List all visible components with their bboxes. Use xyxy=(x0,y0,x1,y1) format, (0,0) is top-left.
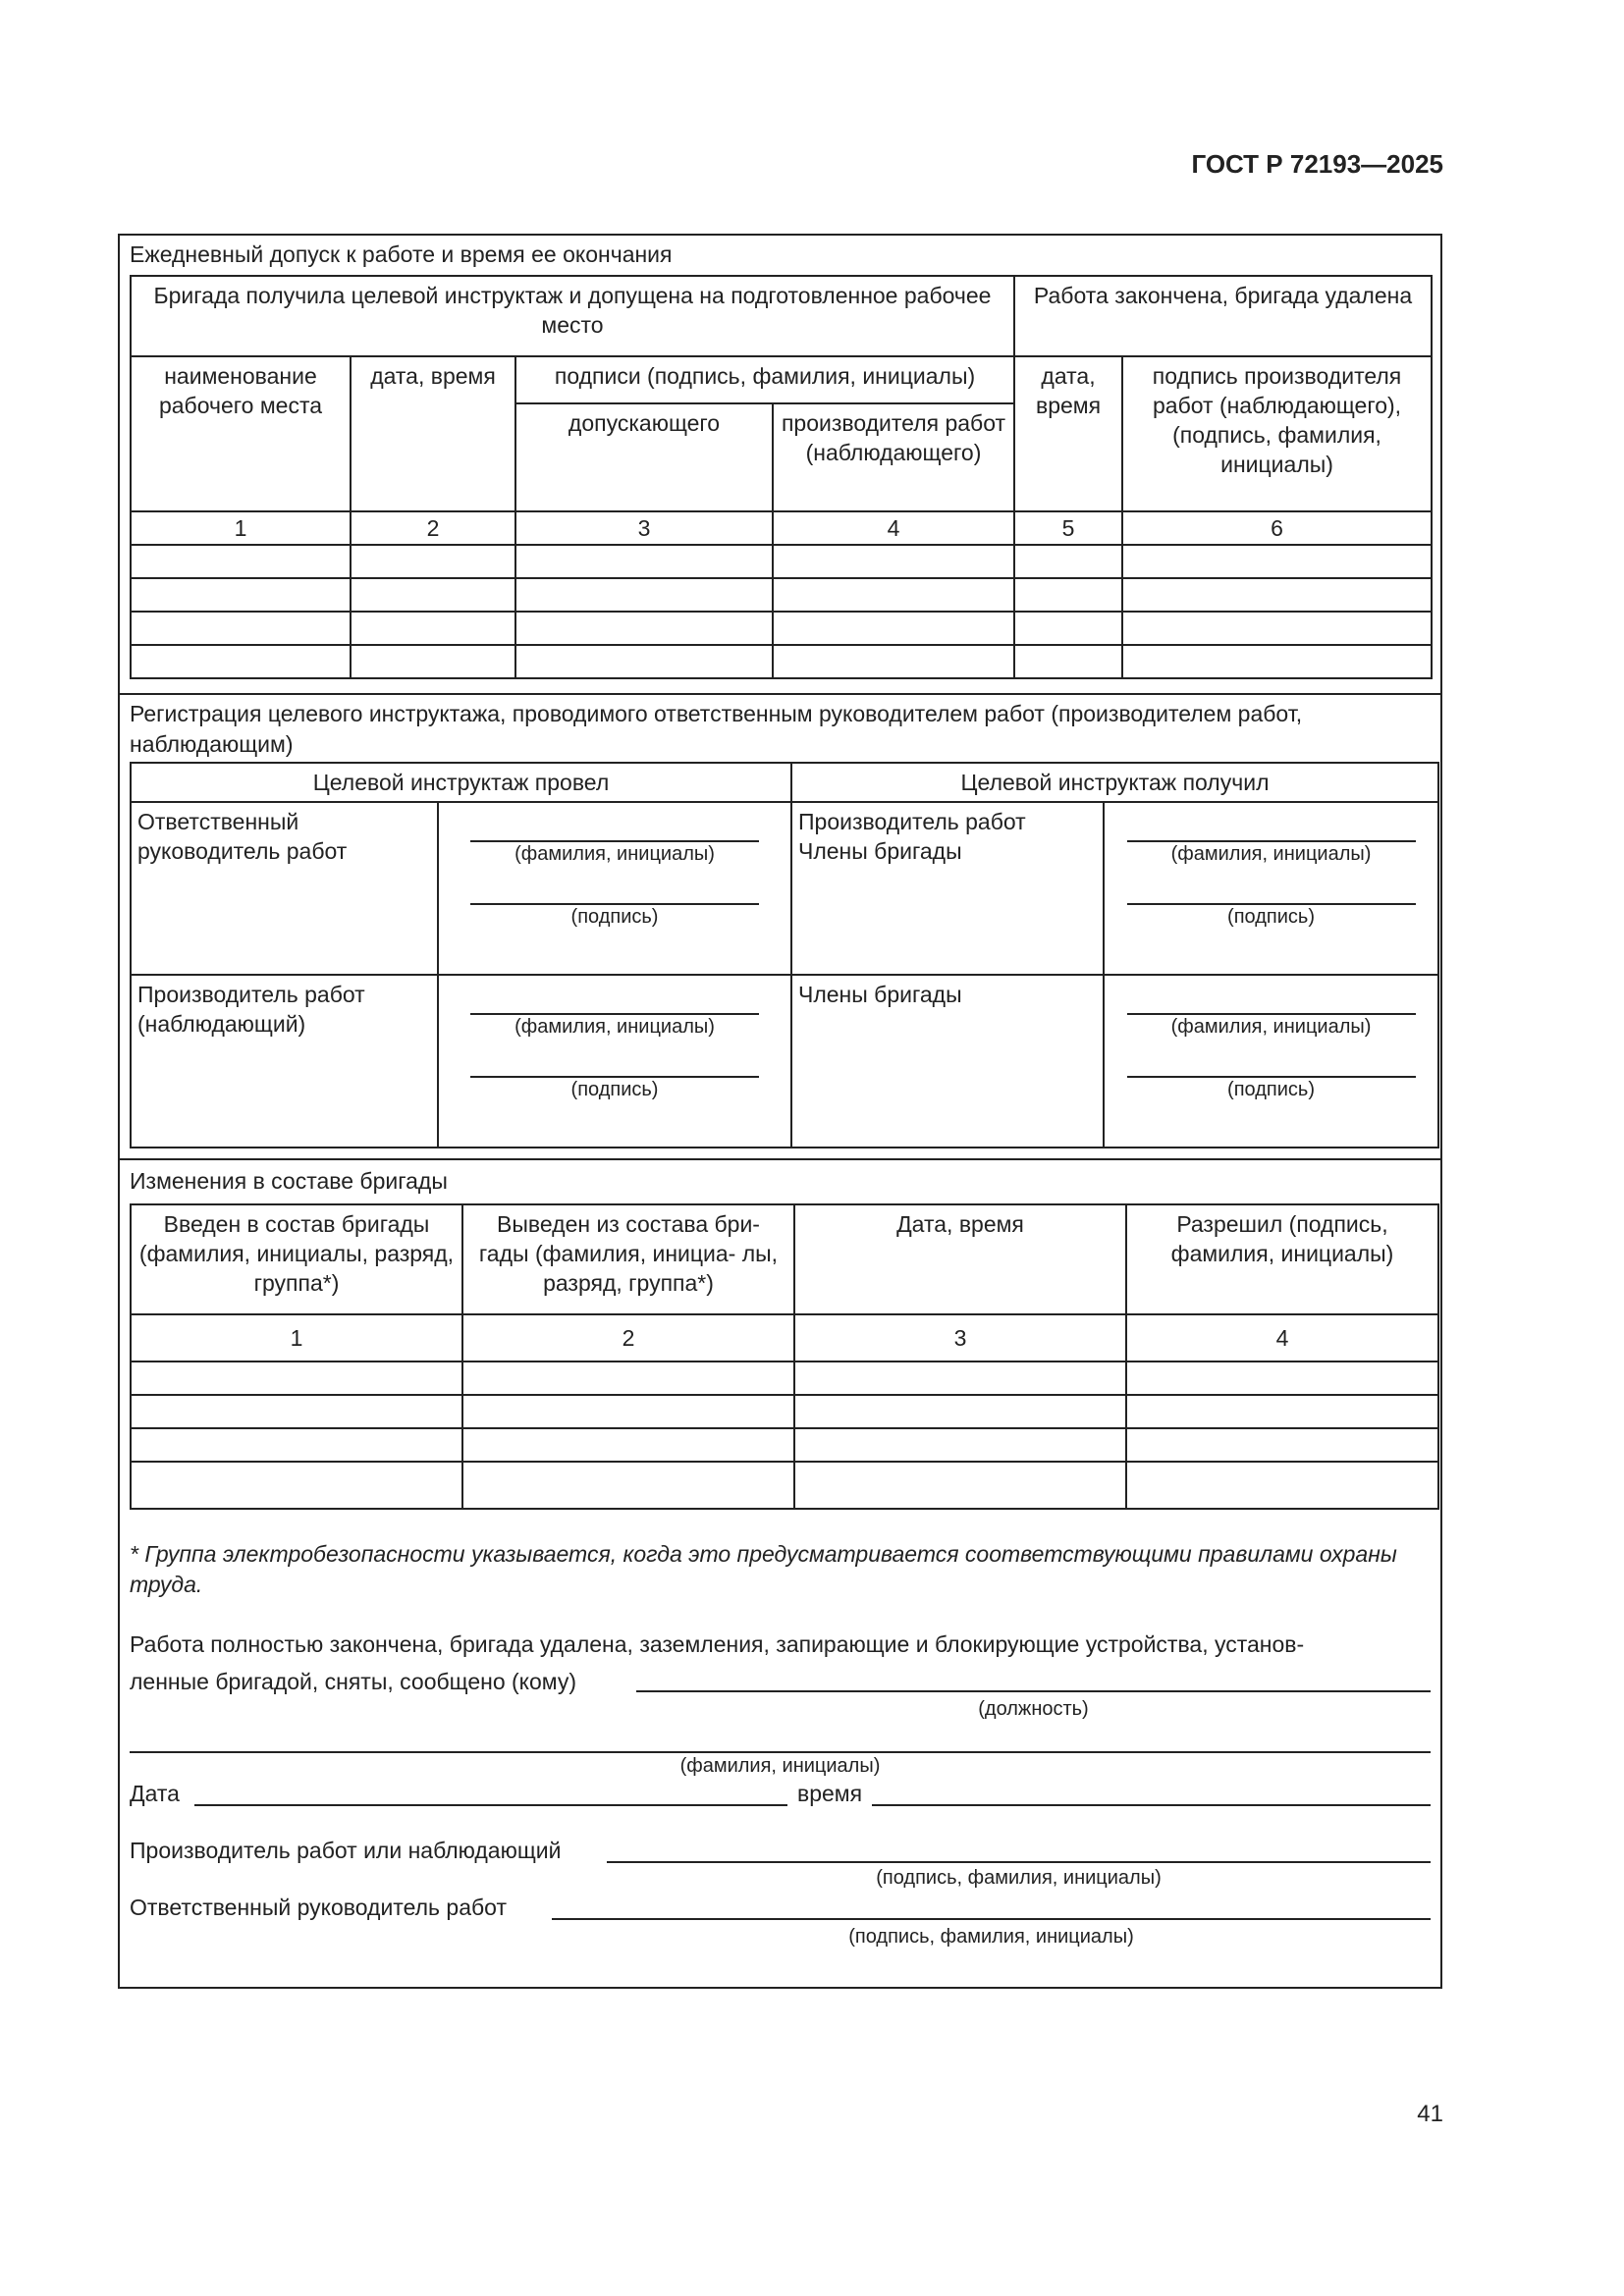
section2-title: Регистрация целевого инструктажа, проводимого ответственным руководителем работ (производителем работ, наблюдающим) xyxy=(130,701,1303,757)
name-caption: (фамилия, инициалы) xyxy=(514,1016,715,1038)
footnote: * Группа электробезопасности указывается, когда это предусматривается соответствующими правилами охраны труда. xyxy=(130,1541,1397,1597)
section-divider xyxy=(120,1158,1440,1160)
col-added: Введен в состав бригады (фамилия, инициалы, разряд, группа*) xyxy=(131,1204,462,1314)
empty-row xyxy=(131,1395,1438,1428)
empty-row xyxy=(131,612,1432,645)
column-number: 1 xyxy=(131,511,351,545)
time-label: время xyxy=(797,1781,863,1806)
reported-to-line xyxy=(636,1690,1431,1692)
producer-signature-caption: (подпись, фамилия, инициалы) xyxy=(876,1867,1162,1889)
briefing-table xyxy=(130,762,1439,1148)
producer-label: Производитель работ или наблюдающий xyxy=(130,1838,562,1863)
briefing-conducted-header: Целевой инструктаж провел xyxy=(131,763,791,802)
table-row xyxy=(131,802,1438,975)
column-number: 5 xyxy=(1014,511,1122,545)
name-caption: (фамилия, инициалы) xyxy=(1170,1016,1372,1038)
responsible-signature-caption: (подпись, фамилия, инициалы) xyxy=(848,1926,1134,1948)
name-caption: (фамилия, инициалы) xyxy=(1170,843,1372,865)
page-number: 41 xyxy=(1417,2101,1443,2127)
team-changes-table xyxy=(130,1203,1439,1510)
table-row xyxy=(131,975,1438,1148)
admission-table xyxy=(130,275,1433,679)
signature-caption: (подпись) xyxy=(1227,1079,1315,1100)
column-number: 1 xyxy=(131,1314,462,1362)
col-date-time-2: дата, время xyxy=(1014,356,1122,511)
signature-block xyxy=(438,975,791,1148)
producer-signature-line xyxy=(607,1861,1431,1863)
document-id: ГОСТ Р 72193—2025 xyxy=(1191,149,1443,179)
briefing-received-header: Целевой инструктаж получил xyxy=(791,763,1438,802)
group-header-finished: Работа закончена, бригада удалена xyxy=(1014,276,1432,356)
date-label: Дата xyxy=(130,1781,180,1806)
completion-text-line1: Работа полностью закончена, бригада удалена, заземления, запирающие и блокирующие устройства, установ- xyxy=(130,1631,1305,1657)
column-number: 4 xyxy=(1126,1314,1438,1362)
empty-row xyxy=(131,1362,1438,1395)
section3-title: Изменения в составе бригады xyxy=(130,1168,448,1194)
table-row xyxy=(131,763,1438,802)
column-numbers-row xyxy=(131,511,1432,545)
col-date-time: Дата, время xyxy=(794,1204,1126,1314)
table-row xyxy=(131,356,1432,403)
form-frame xyxy=(118,234,1442,1989)
responsible-manager-label: Ответственный руководитель работ xyxy=(130,1895,507,1920)
responsible-manager-label: Ответственный руководитель работ xyxy=(131,802,438,975)
responsible-signature-line xyxy=(552,1918,1431,1920)
signature-block xyxy=(1104,975,1438,1148)
name-line xyxy=(130,1751,1431,1753)
work-producer-members-label: Производитель работ Члены бригады xyxy=(791,802,1104,975)
col-signatures: подписи (подпись, фамилия, инициалы) xyxy=(515,356,1014,403)
group-header-admitted: Бригада получила целевой инструктаж и допущена на подготовленное рабочее место xyxy=(131,276,1014,356)
col-admitter: допускающего xyxy=(515,403,773,511)
column-number: 2 xyxy=(351,511,515,545)
col-producer: производителя работ (наблюдающего) xyxy=(773,403,1014,511)
signature-caption: (подпись) xyxy=(570,906,659,928)
date-line xyxy=(194,1804,787,1806)
name-caption: (фамилия, инициалы) xyxy=(514,843,715,865)
completion-text-line2: ленные бригадой, сняты, сообщено (кому) xyxy=(130,1669,577,1694)
table-row xyxy=(131,276,1432,356)
col-workplace-name: наименование рабочего места xyxy=(131,356,351,511)
column-number: 6 xyxy=(1122,511,1432,545)
table-row xyxy=(131,1204,1438,1314)
signature-caption: (подпись) xyxy=(1227,906,1315,928)
column-number: 4 xyxy=(773,511,1014,545)
column-numbers-row xyxy=(131,1314,1438,1362)
empty-row xyxy=(131,645,1432,678)
signature-caption: (подпись) xyxy=(570,1079,659,1100)
column-number: 2 xyxy=(462,1314,794,1362)
work-producer-observer-label: Производитель работ (наблюдающий) xyxy=(131,975,438,1148)
empty-row xyxy=(131,578,1432,612)
signature-block xyxy=(1104,802,1438,975)
empty-row xyxy=(131,545,1432,578)
name-caption: (фамилия, инициалы) xyxy=(679,1755,881,1777)
time-line xyxy=(872,1804,1431,1806)
section-divider xyxy=(120,693,1440,695)
signature-block xyxy=(438,802,791,975)
section1-title: Ежедневный допуск к работе и время ее окончания xyxy=(130,241,673,267)
position-caption: (должность) xyxy=(978,1698,1089,1720)
column-number: 3 xyxy=(515,511,773,545)
col-authorized: Разрешил (подпись, фамилия, инициалы) xyxy=(1126,1204,1438,1314)
empty-row xyxy=(131,1462,1438,1509)
col-producer-signature: подпись производителя работ (наблюдающего), (подпись, фамилия, инициалы) xyxy=(1122,356,1432,511)
col-date-time: дата, время xyxy=(351,356,515,511)
team-members-label: Члены бригады xyxy=(791,975,1104,1148)
column-number: 3 xyxy=(794,1314,1126,1362)
col-removed: Выведен из состава бри- гады (фамилия, инициа- лы, разряд, группа*) xyxy=(462,1204,794,1314)
empty-row xyxy=(131,1428,1438,1462)
